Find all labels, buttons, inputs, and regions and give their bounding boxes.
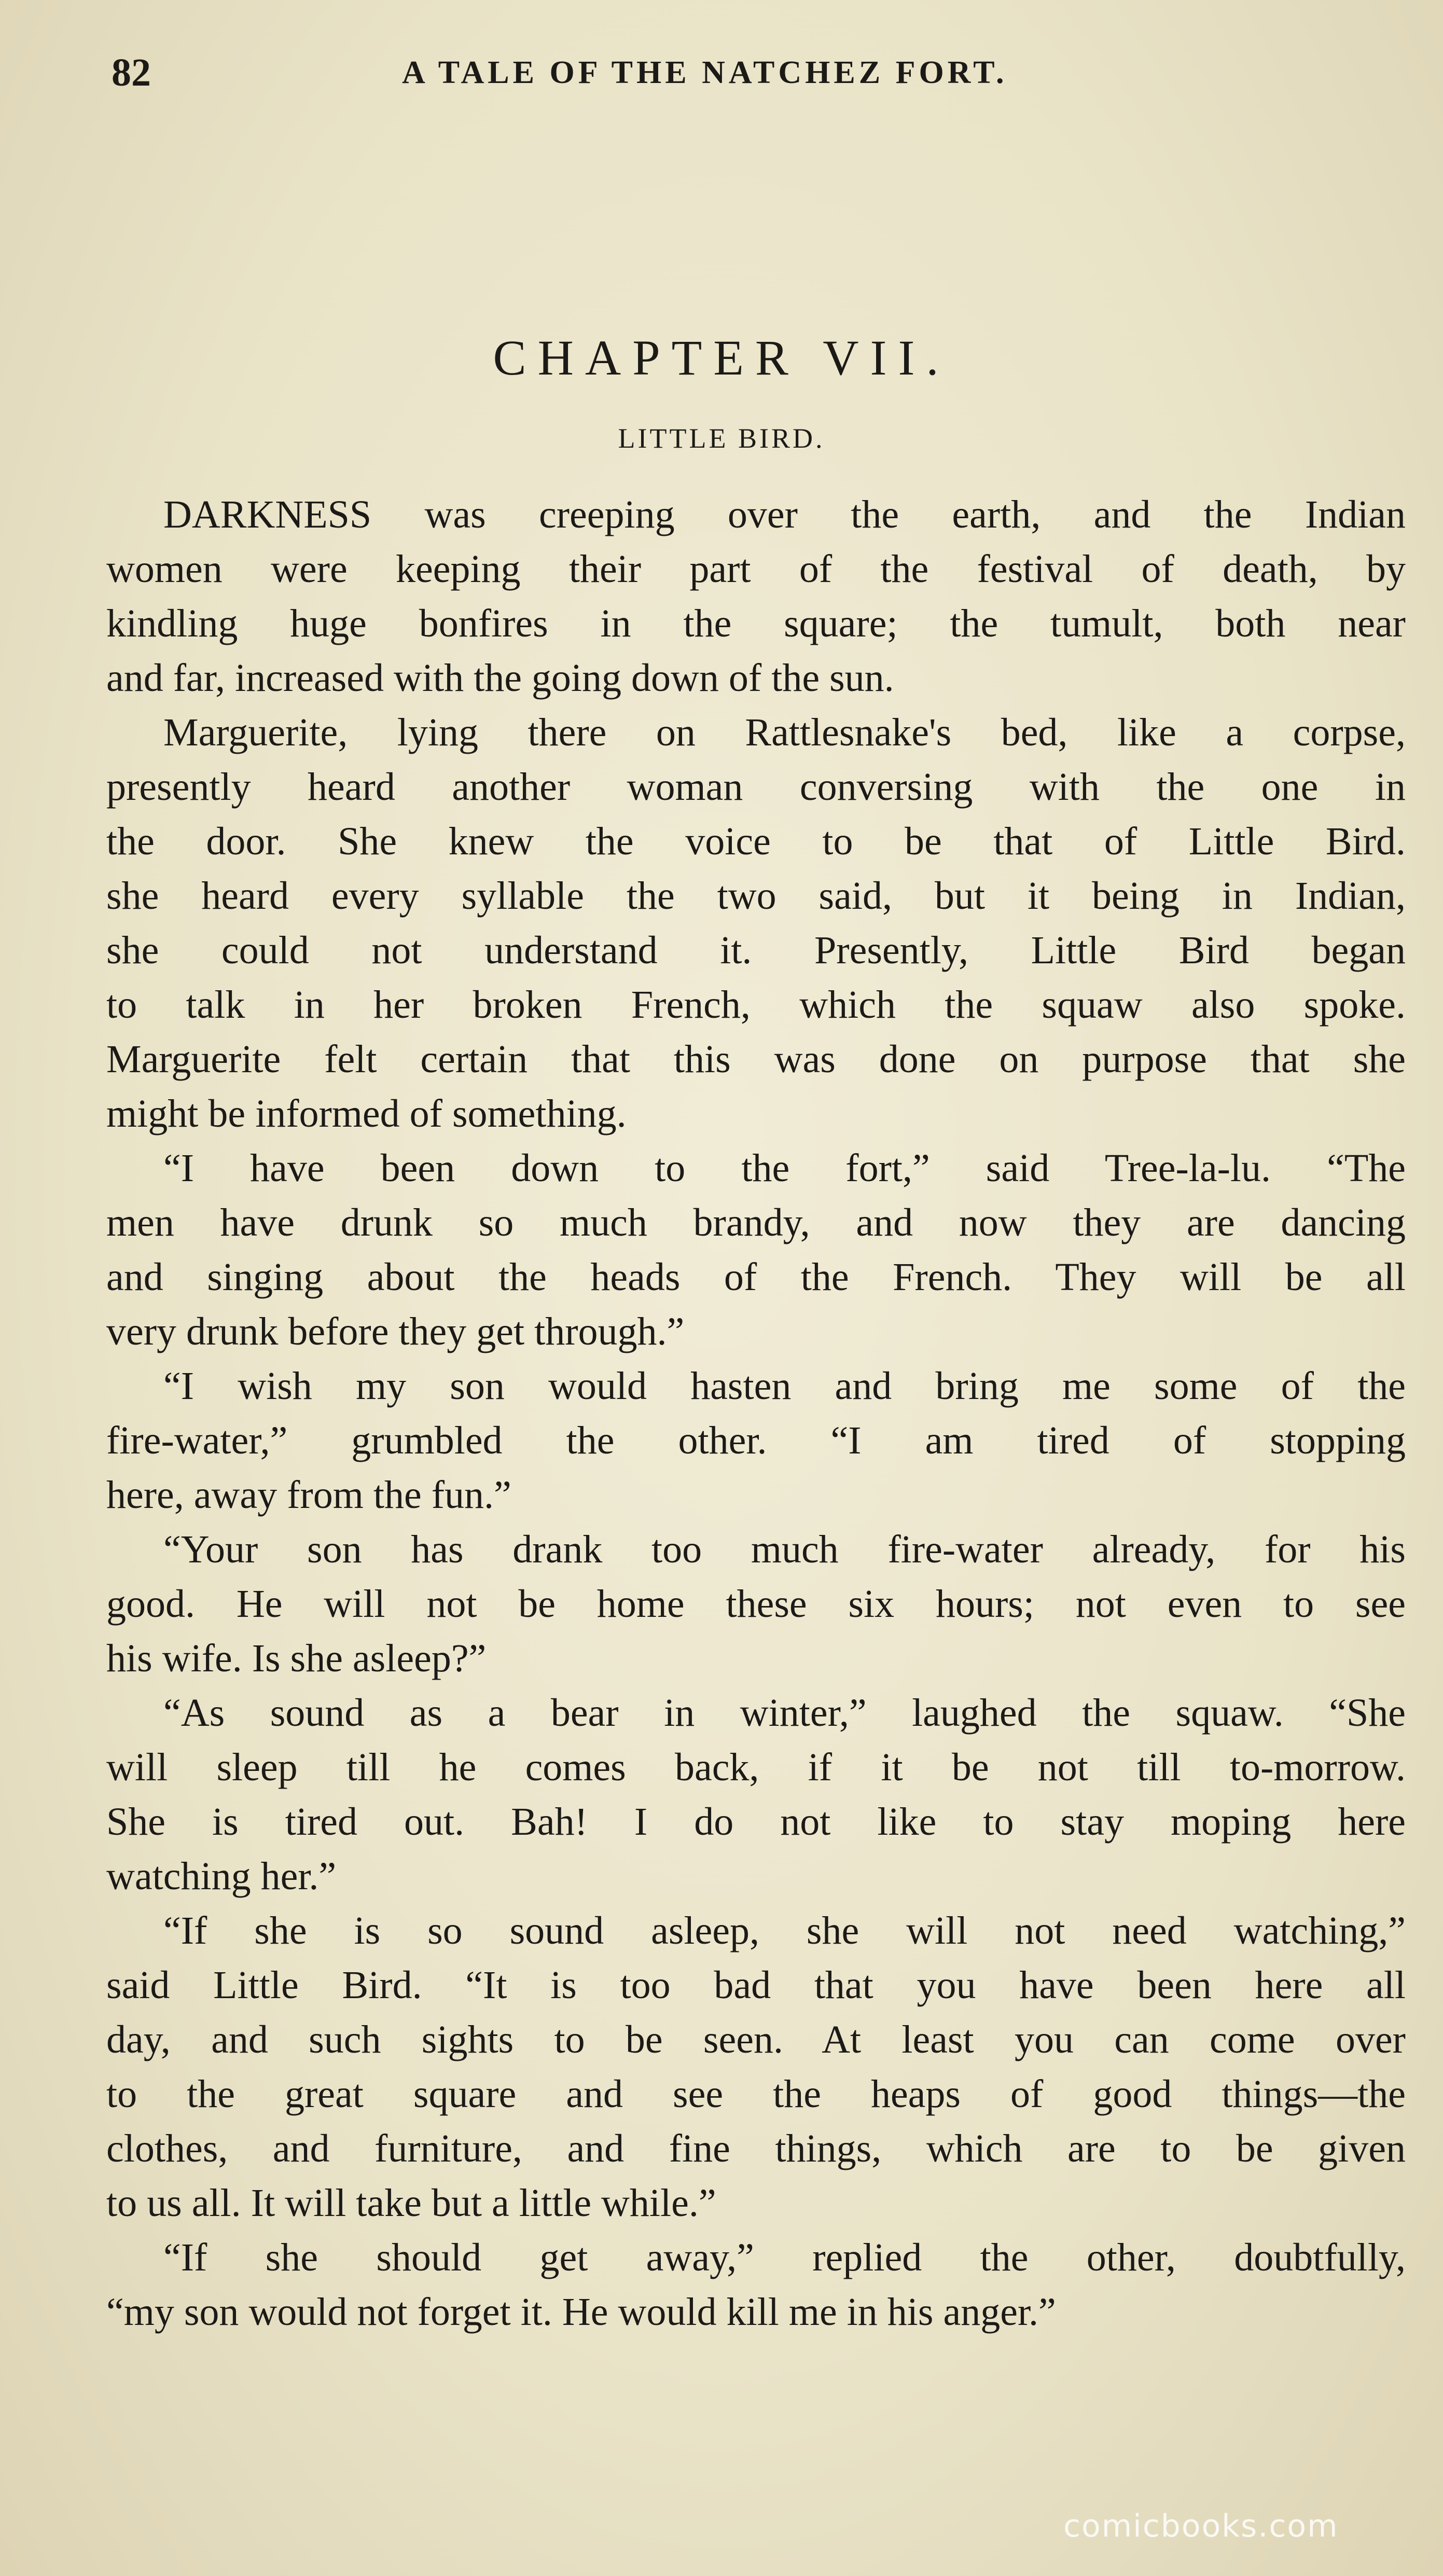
page-header [112,47,1408,109]
text-line: and far, increased with the going down of the sun. [106,656,894,700]
text-line: fire-water,” grumbled the other. “I am tired of stopping [106,1419,1406,1462]
body-text [106,488,1406,2339]
text-line: day, and such sights to be seen. At least you can come over [106,2018,1406,2061]
text-line: “If she is so sound asleep, she will not need watching,” [163,1909,1406,1952]
text-line: “As sound as a bear in winter,” laughed the squaw. “She [163,1691,1406,1735]
text-line: to us all. It will take but a little while.” [106,2181,716,2225]
page-number: 82 [112,51,151,94]
text-line: very drunk before they get through.” [106,1310,685,1353]
text-line: good. He will not be home these six hours; not even to see [106,1582,1406,1626]
text-line: “If she should get away,” replied the other, doubtfully, [163,2236,1406,2279]
text-line: here, away from the fun.” [106,1473,511,1517]
chapter-subtitle: LITTLE BIRD. [618,423,825,454]
text-line: “my son would not forget it. He would kill me in his anger.” [106,2290,1056,2334]
text-line: the door. She knew the voice to be that of Little Bird. [106,820,1406,863]
text-line: to talk in her broken French, which the squaw also spoke. [106,983,1406,1027]
text-line: Marguerite felt certain that this was done on purpose that she [106,1037,1406,1081]
text-line: might be informed of something. [106,1092,627,1135]
chapter-title: CHAPTER VII. [493,330,950,385]
text-line: watching her.” [106,1854,337,1898]
text-line: men have drunk so much brandy, and now they are dancing [106,1201,1406,1244]
text-line: women were keeping their part of the festival of death, by [106,547,1406,591]
text-line: and singing about the heads of the French. They will be all [106,1255,1406,1299]
text-line: she heard every syllable the two said, but it being in Indian, [106,874,1406,918]
text-line: said Little Bird. “It is too bad that you have been here all [106,1963,1406,2007]
text-line: to the great square and see the heaps of good things—the [106,2072,1406,2116]
text-line: “Your son has drank too much fire-water already, for his [163,1528,1406,1571]
text-line: Marguerite, lying there on Rattlesnake's bed, like a corpse, [163,711,1406,754]
text-line: DARKNESS was creeping over the earth, and the Indian [163,493,1406,536]
running-head: A TALE OF THE NATCHEZ FORT. [402,55,1008,90]
text-line: “I have been down to the fort,” said Tree-la-lu. “The [163,1146,1406,1190]
text-line: his wife. Is she asleep?” [106,1637,487,1680]
text-line: presently heard another woman conversing with the one in [106,765,1406,809]
text-line: will sleep till he comes back, if it be not till to-morrow. [106,1746,1406,1789]
text-line: “I wish my son would hasten and bring me some of the [163,1364,1406,1408]
text-line: kindling huge bonfires in the square; the tumult, both near [106,602,1406,645]
text-line: She is tired out. Bah! I do not like to stay moping here [106,1800,1406,1844]
text-line: clothes, and furniture, and fine things, which are to be given [106,2127,1406,2170]
watermark: comicbooks.com [1063,2508,1339,2544]
text-line: she could not understand it. Presently, Little Bird began [106,929,1406,972]
